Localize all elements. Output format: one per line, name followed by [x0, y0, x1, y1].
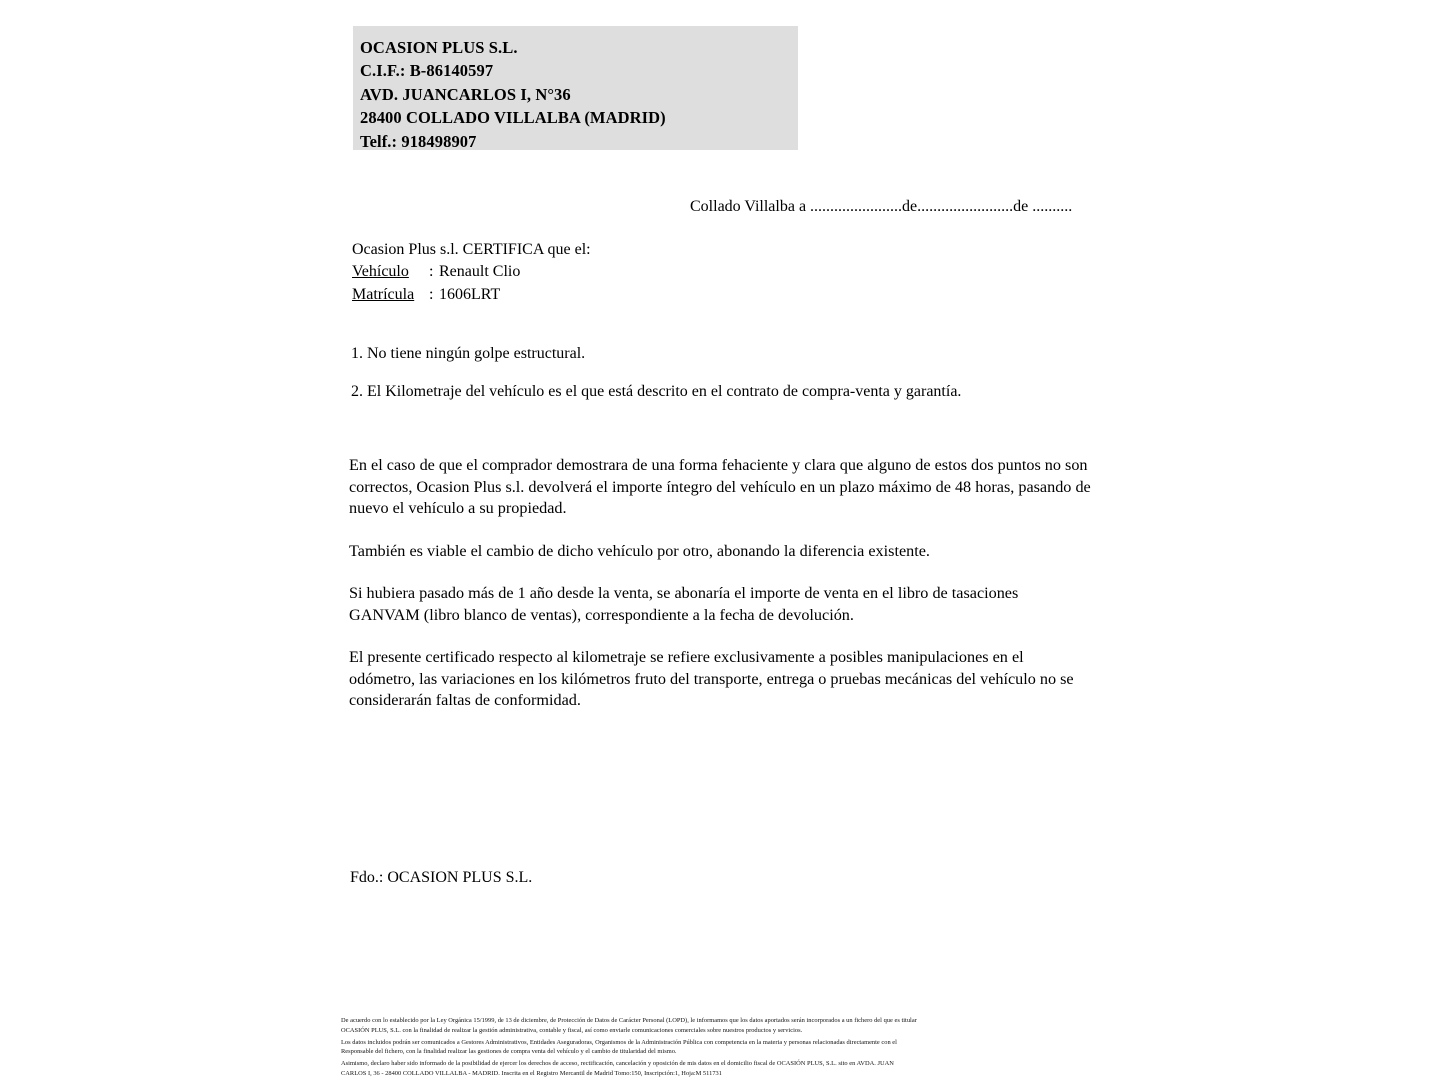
- plate-field-separator: :: [429, 285, 434, 303]
- legal-footer-line: CARLOS I, 36 - 28400 COLLADO VILLALBA - MADRID. Inscrita en el Registro Mercantil de Madrid Tomo:150, Inscripción:1, Hoja:M 511731: [341, 1069, 722, 1077]
- legal-footer: [341, 1016, 1116, 1078]
- certification-intro: Ocasion Plus s.l. CERTIFICA que el:: [352, 241, 591, 258]
- plate-field-row: [352, 284, 591, 306]
- legal-footer-line: Responsable del fichero, con la finalidad realizar las gestiones de compra venta del vehículo y el cambio de titularidad del mismo.: [341, 1048, 677, 1056]
- legal-footer-group-rights: [341, 1059, 1116, 1078]
- legal-footer-line: OCASIÓN PLUS, S.L. con la finalidad de realizar la gestión administrativa, contable y fiscal, así como enviarle comunicaciones comerciales sobre nuestros productos y servicios.: [341, 1026, 803, 1034]
- certified-points-list: [351, 344, 961, 402]
- vehicle-field-separator: :: [429, 263, 434, 281]
- legal-footer-line: Asimismo, declaro haber sido informado de la posibilidad de ejercer los derechos de acceso, rectificación, cancelación y oposición de mis datos en el domicilio fiscal de OCASIÓN PLUS, S.L. sito en AVDA. JUAN: [341, 1060, 894, 1068]
- company-name: OCASION PLUS S.L.: [360, 38, 518, 57]
- certified-point-2: 2. El Kilometraje del vehículo es el que está descrito en el contrato de compra-venta y garantía.: [351, 383, 962, 400]
- place-and-date-line: Collado Villalba a .......................de........................de ..........: [690, 198, 1073, 215]
- plate-field-label: Matrícula: [352, 285, 415, 303]
- certified-point-1: 1. No tiene ningún golpe estructural.: [351, 345, 586, 362]
- body-paragraphs: [349, 455, 1091, 712]
- legal-footer-line: Los datos incluidos podrán ser comunicados a Gestores Administrativos, Entidades Aseguradoras, Organismos de la Administración Pública con competencia en la materia y personas relacionadas directamente con el: [341, 1038, 897, 1046]
- paragraph-refund-terms: En el caso de que el comprador demostrara de una forma fehaciente y clara que alguno de estos dos puntos no son correctos, Ocasion Plus s.l. devolverá el importe íntegro del vehículo en un plazo máximo de 48 horas, pasando de nuevo el vehículo a su propiedad.: [349, 456, 1091, 517]
- company-cif: C.I.F.: B-86140597: [360, 61, 494, 81]
- vehicle-field-value: Renault Clio: [439, 263, 521, 281]
- legal-footer-group-lopd: [341, 1016, 1116, 1035]
- company-phone: Telf.: 918498907: [360, 131, 477, 151]
- paragraph-ganvam-valuation: Si hubiera pasado más de 1 año desde la venta, se abonaría el importe de venta en el libro de tasaciones GANVAM (libro blanco de ventas), correspondiente a la fecha de devolución.: [349, 584, 1019, 624]
- company-header-block: [353, 26, 798, 150]
- signature-line: Fdo.: OCASION PLUS S.L.: [350, 869, 533, 886]
- company-address-street: AVD. JUANCARLOS I, N°36: [360, 84, 571, 104]
- plate-field-value: 1606LRT: [439, 285, 501, 303]
- vehicle-field-label: Vehículo: [352, 263, 409, 281]
- paragraph-odometer-scope: El presente certificado respecto al kilometraje se refiere exclusivamente a posibles manipulaciones en el odómetro, las variaciones en los kilómetros fruto del transporte, entrega o pruebas mecánicas del vehículo no se considerarán faltas de conformidad.: [349, 648, 1074, 709]
- legal-footer-line: De acuerdo con lo establecido por la Ley Orgánica 15/1999, de 13 de diciembre, de Protección de Datos de Carácter Personal (LOPD), le informamos que los datos aportados serán incorporados a un fichero del que es titular: [341, 1017, 917, 1024]
- legal-footer-group-data-sharing: [341, 1038, 1116, 1057]
- company-address-city: 28400 COLLADO VILLALBA (MADRID): [360, 108, 666, 128]
- certification-block: [352, 239, 591, 306]
- vehicle-field-row: [352, 261, 591, 283]
- paragraph-vehicle-exchange: También es viable el cambio de dicho vehículo por otro, abonando la diferencia existente.: [349, 541, 930, 560]
